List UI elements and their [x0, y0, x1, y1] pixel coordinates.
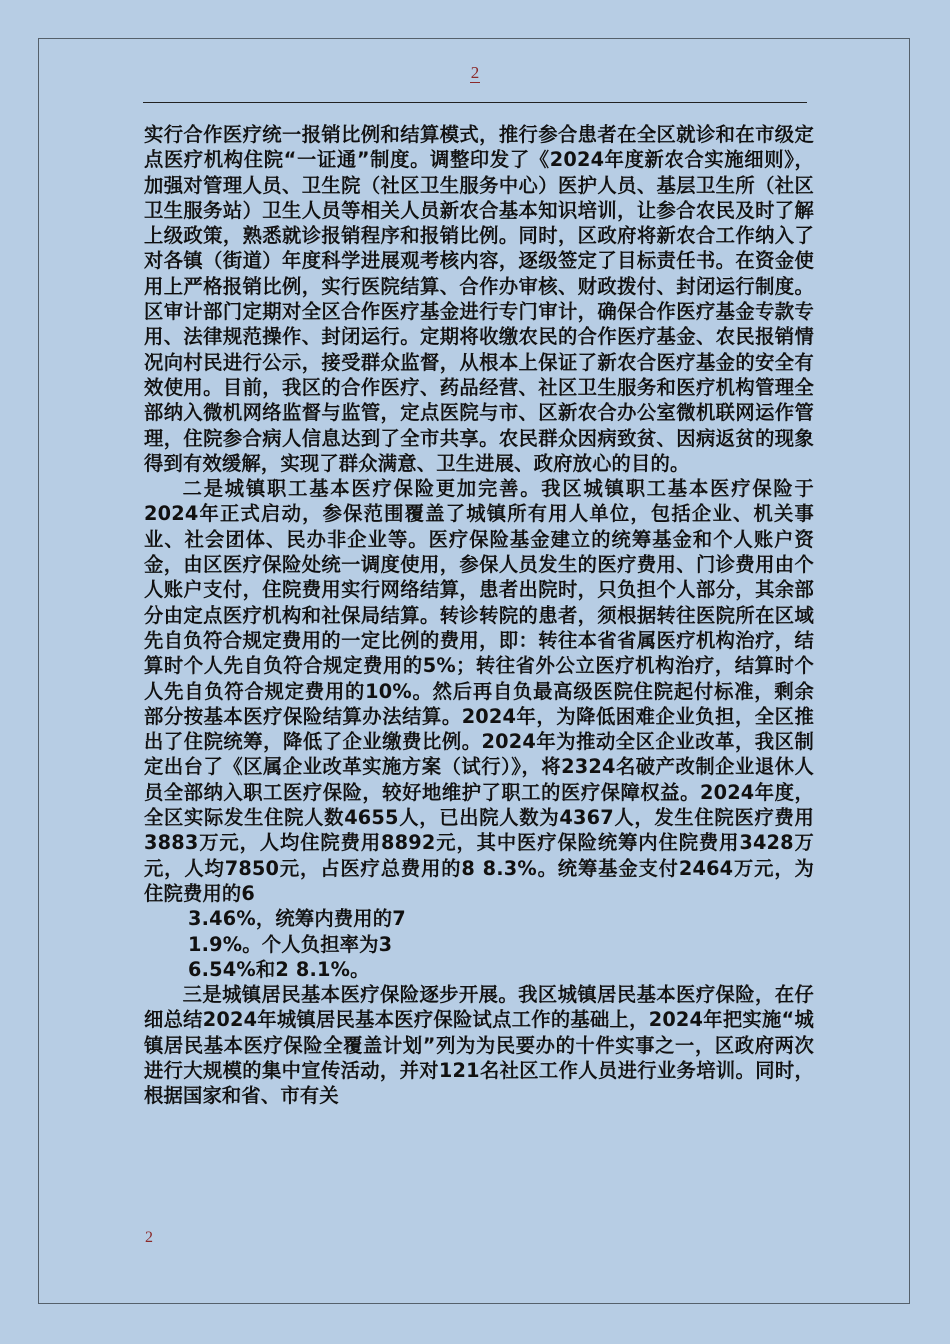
- paragraph-fragment: 3.46%，统筹内费用的7: [188, 907, 406, 931]
- document-body: [144, 122, 814, 1109]
- paragraph: 三是城镇居民基本医疗保险逐步开展。我区城镇居民基本医疗保险，在仔细总结2024年城镇居民基本医疗保险试点工作的基础上，2024年把实施“城镇居民基本医疗保险全覆盖计划”列为为民要办的十件实事之一，区政府两次进行大规模的集中宣传活动，并对121名社区工作人员进行业务培训。同时，根据国家和省、市有关: [144, 983, 814, 1108]
- header-rule: [143, 102, 807, 103]
- paragraph-fragment: 6.54%和2 8.1%。: [188, 957, 370, 981]
- header-page-number: 2: [470, 63, 480, 82]
- paragraph: 实行合作医疗统一报销比例和结算模式，推行参合患者在全区就诊和在市级定点医疗机构住院“一证通”制度。调整印发了《2024年度新农合实施细则》，加强对管理人员、卫生院（社区卫生服务中心）医护人员、基层卫生所（社区卫生服务站）卫生人员等相关人员新农合基本知识培训，让参合农民及时了解上级政策，熟悉就诊报销程序和报销比例。同时，区政府将新农合工作纳入了对各镇（街道）年度科学进展观考核内容，逐级签定了目标责任书。在资金使用上严格报销比例，实行医院结算、合作办审核、财政拨付、封闭运行制度。区审计部门定期对全区合作医疗基金进行专门审计，确保合作医疗基金专款专用、法律规范操作、封闭运行。定期将收缴农民的合作医疗基金、农民报销情况向村民进行公示，接受群众监督，从根本上保证了新农合医疗基金的安全有效使用。目前，我区的合作医疗、药品经营、社区卫生服务和医疗机构管理全部纳入微机网络监督与监管，定点医院与市、区新农合办公室微机联网运作管理，住院参合病人信息达到了全市共享。农民群众因病致贫、因病返贫的现象得到有效缓解，实现了群众满意、卫生进展、政府放心的目的。: [144, 123, 814, 475]
- footer-page-number: 2: [145, 1229, 153, 1246]
- paragraph: 二是城镇职工基本医疗保险更加完善。我区城镇职工基本医疗保险于2024年正式启动，参保范围覆盖了城镇所有用人单位，包括企业、机关事业、社会团体、民办非企业等。医疗保险基金建立的统筹基金和个人账户资金，由区医疗保险处统一调度使用，参保人员发生的医疗费用、门诊费用由个人账户支付，住院费用实行网络结算，患者出院时，只负担个人部分，其余部分由定点医疗机构和社保局结算。转诊转院的患者，须根据转往医院所在区域先自负符合规定费用的一定比例的费用，即：转往本省省属医疗机构治疗，结算时个人先自负符合规定费用的5%；转往省外公立医疗机构治疗，结算时个人先自负符合规定费用的10%。然后再自负最高级医院住院起付标准，剩余部分按基本医疗保险结算办法结算。2024年，为降低困难企业负担，全区推出了住院统筹，降低了企业缴费比例。2024年为推动全区企业改革，我区制定出台了《区属企业改革实施方案（试行）》，将2324名破产改制企业退休人员全部纳入职工医疗保险，较好地维护了职工的医疗保障权益。2024年度，全区实际发生住院人数4655人，已出院人数为4367人，发生住院医疗费用3883万元，人均住院费用8892元，其中医疗保险统筹内住院费用3428万元，人均7850元，占医疗总费用的8 8.3%。统筹基金支付2464万元，为住院费用的6: [144, 477, 814, 905]
- paragraph-fragment: 1.9%。个人负担率为3: [188, 932, 393, 956]
